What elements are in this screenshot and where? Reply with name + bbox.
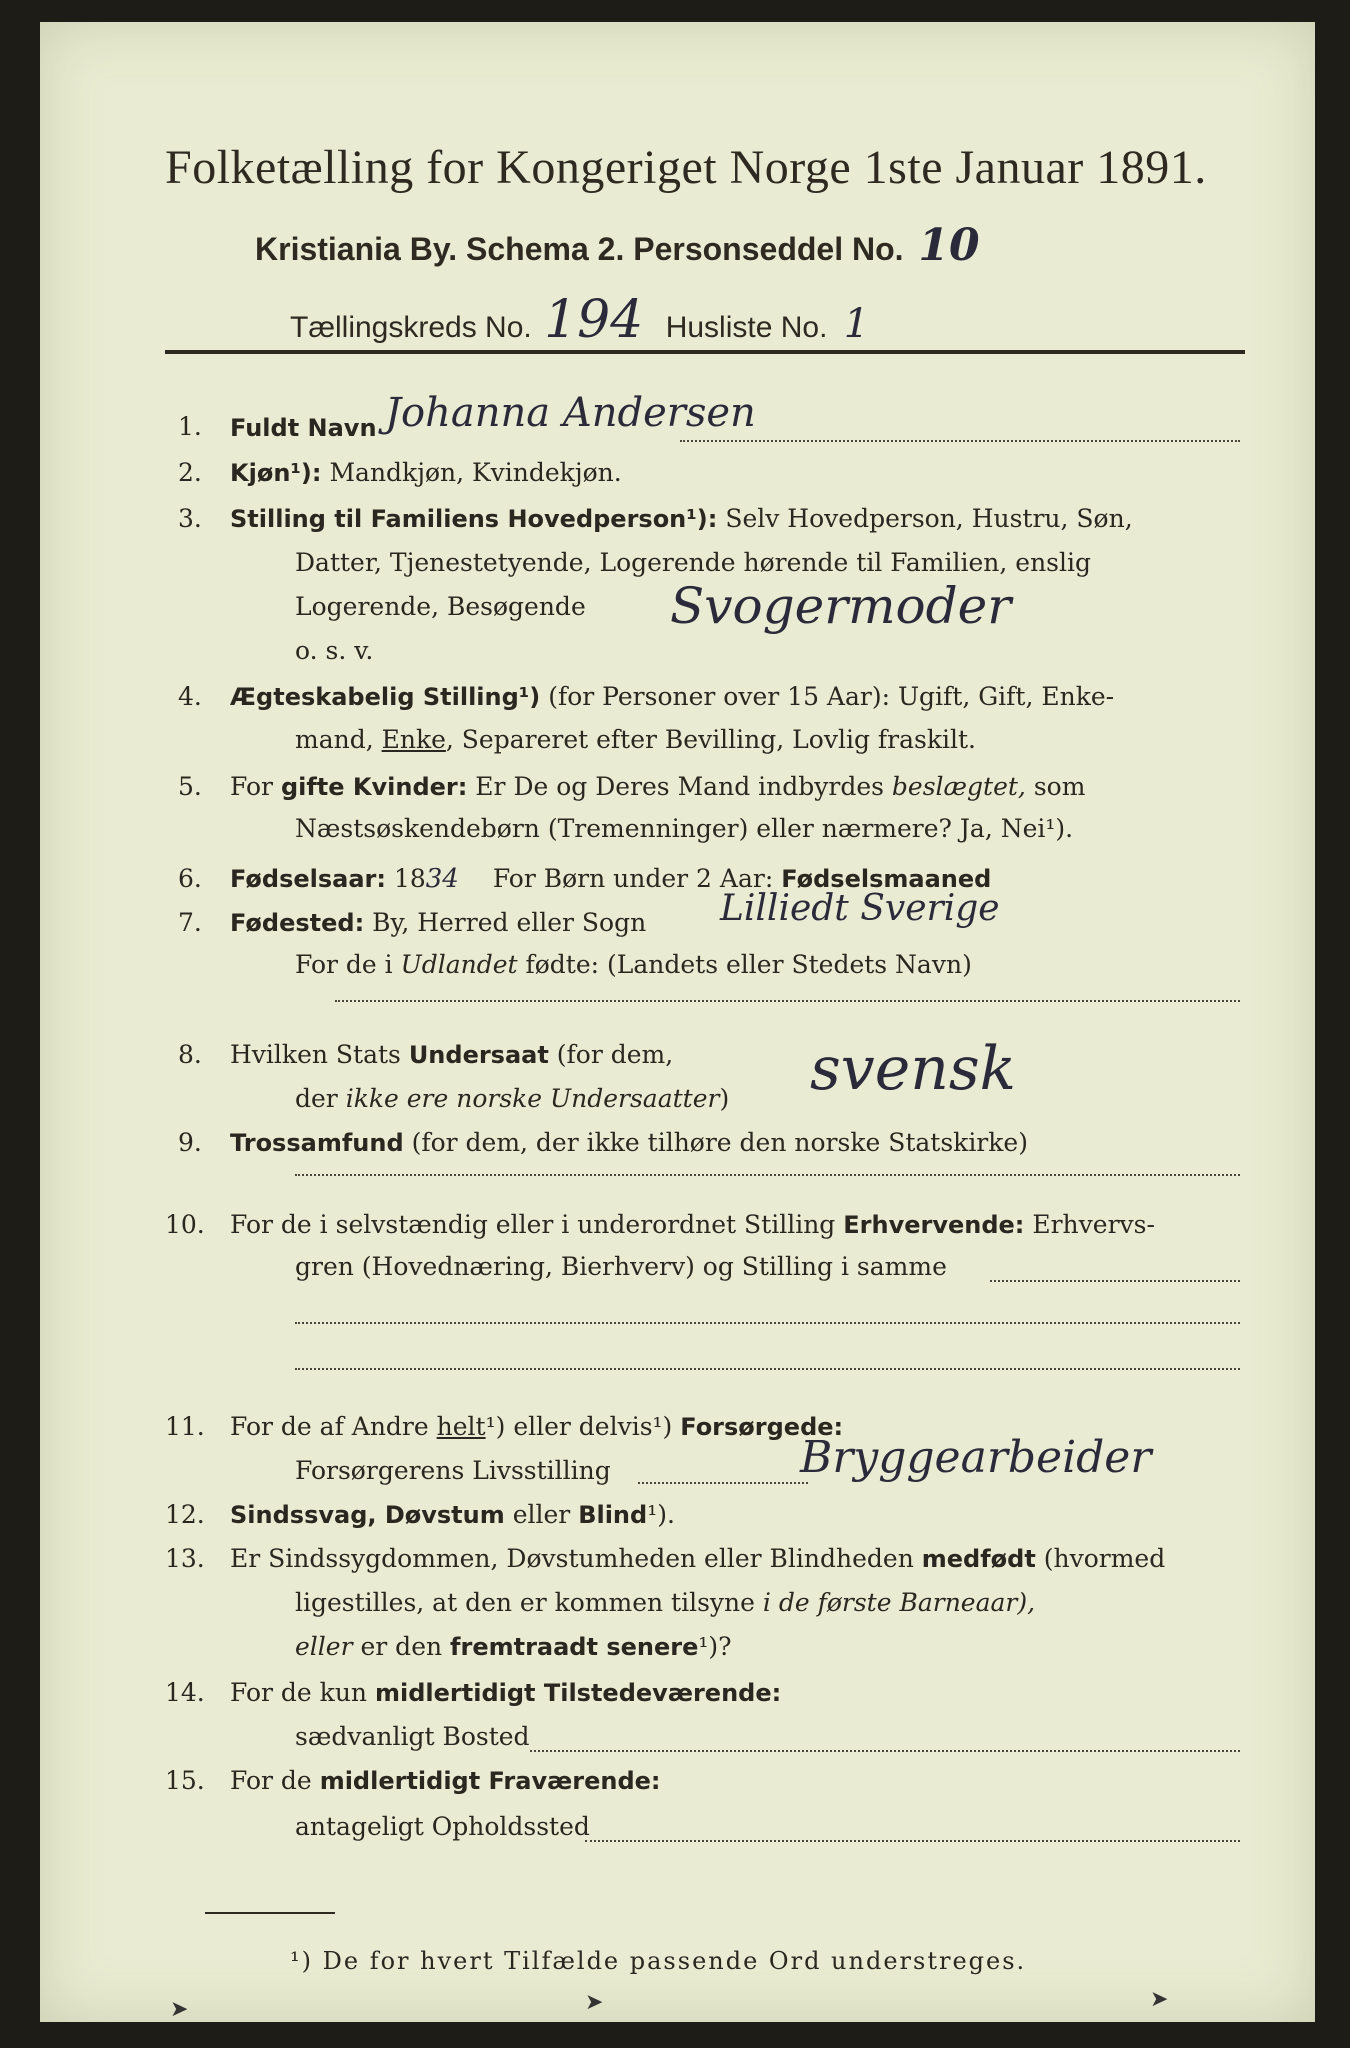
q8-label: Undersaat [408,1041,549,1069]
q11-number: 11. [165,1412,205,1441]
q3-text3: Logerende, Besøgende [295,592,586,621]
q4-text1: (for Personer over 15 Aar): Ugift, Gift, Enke- [548,682,1115,711]
q4-selected-enke: Enke [381,725,446,754]
q7-label: Fødested: [230,909,365,937]
q4-line2 [295,725,976,754]
q7-text2c: fødte: (Landets eller Stedets Navn) [517,950,972,979]
q13-text3c: ¹)? [698,1632,732,1661]
q6-text: For Børn under 2 Aar: [492,864,774,893]
husliste-no: 1 [843,301,870,347]
q9-dotted-line [295,1174,1240,1176]
form-title: Folketælling for Kongeriget Norge 1ste Januar 1891. [165,141,1207,194]
q3-text1: Selv Hovedperson, Hustru, Søn, [725,504,1133,533]
q8-text1a: Hvilken Stats [230,1040,409,1069]
q13-text3a: eller [295,1632,353,1661]
q15-label: midlertidigt Fraværende: [319,1767,661,1795]
q10-text2: gren (Hovednæring, Bierhverv) og Stilling i samme [295,1252,947,1281]
pen-mark-left: ➤ [170,1997,189,2022]
q12-tail: ¹). [647,1500,675,1529]
q3-value-stilling: Svogermoder [670,577,1012,635]
q3-text4: o. s. v. [295,636,374,665]
q1-number: 1. [178,412,202,441]
q4-text2b: , Separeret efter Bevilling, Lovlig fraskilt. [445,725,976,754]
footnote: ¹) De for hvert Tilfælde passende Ord understreges. [290,1947,1027,1975]
q13-line3 [295,1632,732,1661]
q12-label2: Blind [578,1501,648,1529]
q5-text1c: beslægtet, [891,772,1026,801]
q3-text2: Datter, Tjenestetyende, Logerende hørende til Familien, enslig [295,548,1092,577]
q8-text1b: (for dem, [548,1040,674,1069]
q11-dotted-line [638,1482,808,1484]
q10-dotted-line-3 [295,1368,1240,1370]
q11-text2: Forsørgerens Livsstilling [295,1456,611,1485]
pen-mark-right: ➤ [1150,1987,1169,2012]
q3-line1 [230,504,1133,533]
q5-line1 [230,772,1085,801]
taellingskreds-label: Tællingskreds No. [290,311,532,344]
q8-text2a: der [295,1084,346,1113]
q5-text1d: som [1025,772,1086,801]
q2-number: 2. [178,458,202,487]
husliste-label: Husliste No. [665,311,828,344]
q11-label: Forsørgede: [680,1413,844,1441]
q10-dotted-line-2 [295,1322,1240,1324]
q7-line2 [295,950,972,979]
q5-text2: Næstsøskendebørn (Tremenninger) eller nærmere? Ja, Nei¹). [295,814,1074,843]
q13-label2: fremtraadt senere [450,1633,699,1661]
taellingskreds-no: 194 [544,290,644,350]
q9-label: Trossamfund [230,1129,404,1157]
q5-number: 5. [178,772,202,801]
q14-text2: sædvanligt Bosted [295,1722,530,1751]
pen-mark-middle: ➤ [585,1990,604,2015]
q12-line [230,1500,675,1529]
taellingskreds-line [290,290,869,350]
q6-label: Fødselsaar: [230,865,386,893]
q8-line2 [295,1084,729,1113]
q7-text1: By, Herred eller Sogn [372,908,647,937]
q14-dotted-line [530,1750,1240,1752]
q10-line1 [230,1210,1155,1239]
q6-label2: Fødselsmaaned [781,865,992,893]
q13-label: medfødt [921,1545,1036,1573]
q1-label: Fuldt Navn [230,414,377,442]
q15-line1 [230,1766,661,1795]
q10-label: Erhvervende: [843,1211,1025,1239]
q7-number: 7. [178,908,202,937]
q5-text1b: Er De og Deres Mand indbyrdes [467,772,892,801]
q9-line [230,1128,1028,1157]
q2-line [230,458,622,487]
q15-text2: antageligt Opholdssted [295,1812,590,1841]
q13-text3b: er den [352,1632,451,1661]
q6-number: 6. [178,864,202,893]
q13-line1 [230,1544,1165,1573]
q4-text2a: mand, [295,725,382,754]
q10-text1b: Erhvervs- [1024,1210,1155,1239]
q14-label: midlertidigt Tilstedeværende: [374,1679,782,1707]
header-rule [165,350,1245,354]
q7-text2b: Udlandet [400,950,518,979]
q11-selected-helt: helt [436,1412,486,1441]
q14-number: 14. [165,1678,205,1707]
footnote-rule [205,1912,335,1914]
q8-number: 8. [178,1040,202,1069]
q15-text1a: For de [230,1766,320,1795]
personseddel-label: Kristiania By. Schema 2. Personseddel No. [255,231,904,267]
q8-text2b: ikke ere norske Undersaatter [345,1084,720,1113]
q11-text1a: For de af Andre [230,1412,437,1441]
q7-value-birthplace: Lilliedt Sverige [720,888,1000,929]
q4-label: Ægteskabelig Stilling¹) [230,683,541,711]
q4-line1 [230,682,1114,711]
q14-line1 [230,1678,781,1707]
q7-dotted-line [335,1000,1240,1002]
q13-text1a: Er Sindssygdommen, Døvstumheden eller Blindheden [230,1544,922,1573]
q2-text: Mandkjøn, Kvindekjøn. [329,458,622,487]
personseddel-line [255,220,980,271]
q13-text2b: i de første Barneaar), [762,1588,1036,1617]
q14-text1a: For de kun [230,1678,375,1707]
q8-text2c: ) [719,1084,730,1113]
q8-value-nationality: svensk [810,1034,1016,1104]
q11-value-occupation: Bryggearbeider [800,1432,1152,1483]
q7-text2a: For de i [295,950,401,979]
q3-label: Stilling til Familiens Hovedperson¹): [230,505,718,533]
q5-text1a: For [230,772,281,801]
q7-line1 [230,908,646,937]
q1-dotted-line [680,440,1240,442]
q8-line1 [230,1040,673,1069]
q2-label: Kjøn¹): [230,459,322,487]
q10-number: 10. [165,1210,205,1239]
q11-line1 [230,1412,843,1441]
personseddel-no: 10 [918,220,980,271]
q9-text: (for dem, der ikke tilhøre den norske Statskirke) [411,1128,1028,1157]
q12-label: Sindssvag, Døvstum [230,1501,505,1529]
q13-text2a: ligestilles, at den er kommen tilsyne [295,1588,763,1617]
q3-number: 3. [178,504,202,533]
q10-dotted-line-1 [990,1280,1240,1282]
q1-value-name: Johanna Andersen [385,390,756,436]
q13-number: 13. [165,1544,205,1573]
q4-number: 4. [178,682,202,711]
q6-value-year: 34 [425,864,459,894]
q15-dotted-line [585,1840,1240,1842]
q12-text: eller [504,1500,579,1529]
q13-line2 [295,1588,1035,1617]
q6-prefix: 18 [393,864,426,893]
census-form-sheet [40,22,1315,2022]
q9-number: 9. [178,1128,202,1157]
q11-text1b: ¹) eller delvis¹) [485,1412,681,1441]
q12-number: 12. [165,1500,205,1529]
q10-text1a: For de i selvstændig eller i underordnet Stilling [230,1210,844,1239]
q5-label: gifte Kvinder: [280,773,468,801]
q15-number: 15. [165,1766,205,1795]
q13-text1b: (hvormed [1035,1544,1166,1573]
